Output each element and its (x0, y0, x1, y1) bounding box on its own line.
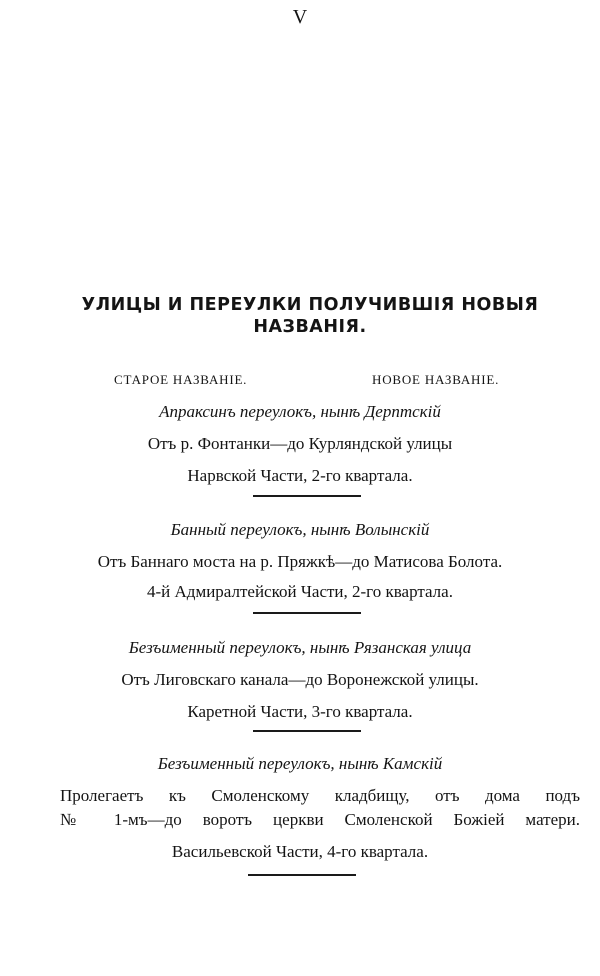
divider-rule (253, 495, 361, 497)
entry-district: 4-й Адмиралтейской Части, 2-го квартала. (147, 582, 453, 601)
page-title (30, 294, 590, 338)
entry-district: Васильевской Части, 4-го квартала. (171, 842, 429, 861)
old-name-column-header: СТАРОЕ НАЗВАНІЕ. (114, 372, 248, 387)
entry-district: Каретной Части, 3-го квартала. (187, 702, 413, 721)
entry-title: Безъименный переулокъ, нынѣ Камскій (157, 754, 443, 773)
entry-description: Пролегаетъ къ Смоленскому кладбищу, отъ дома подъ (60, 786, 580, 805)
entry-description: Отъ Лиговскаго канала—до Воронежской улицы. (121, 670, 479, 689)
divider-rule (253, 730, 361, 732)
entry-district: Нарвской Части, 2-го квартала. (187, 466, 413, 485)
entry-description: Отъ р. Фонтанки—до Курляндской улицы (147, 434, 453, 453)
entry-title: Апраксинъ переулокъ, нынѣ Дерптскій (159, 402, 441, 421)
new-name-column-header: НОВОЕ НАЗВАНІЕ. (372, 372, 500, 387)
divider-rule (253, 612, 361, 614)
entry-title: Банный переулокъ, нынѣ Волынскій (170, 520, 430, 539)
entry-description: Отъ Баннаго моста на р. Пряжкѣ—до Матисова Болота. (97, 552, 503, 571)
entry-description-continued: № 1-мъ—до воротъ церкви Смоленской Божіей матери. (60, 810, 580, 829)
page-number: V (292, 6, 308, 28)
title-line-2: НАЗВАНІЯ. (253, 317, 367, 337)
divider-rule (248, 874, 356, 876)
title-line-1: УЛИЦЫ И ПЕРЕУЛКИ ПОЛУЧИВШІЯ НОВЫЯ (81, 295, 539, 315)
column-headers (0, 372, 600, 392)
entry-title: Безъименный переулокъ, нынѣ Рязанская улица (128, 638, 472, 657)
